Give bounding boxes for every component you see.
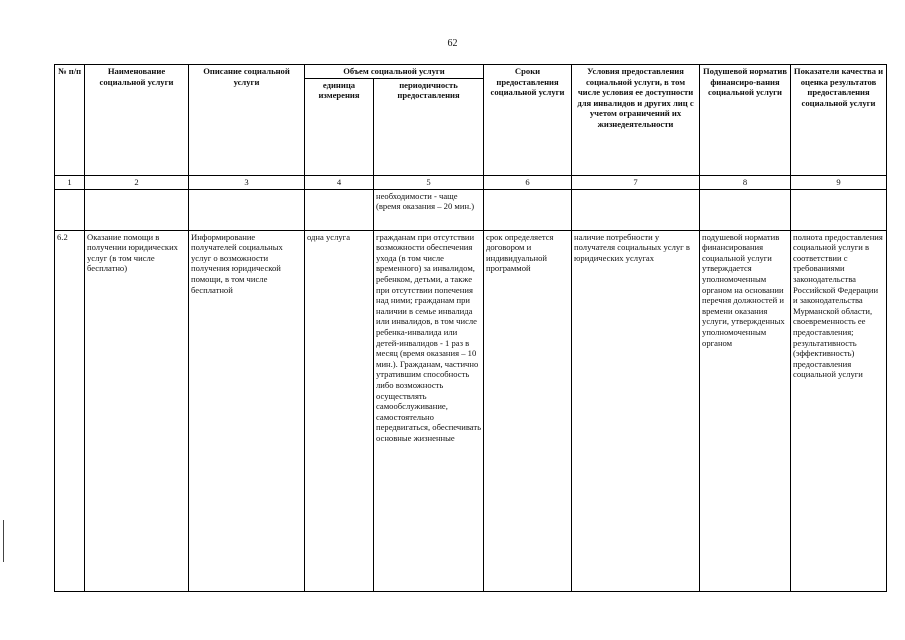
- unit-cell: одна услуга: [305, 230, 374, 591]
- scan-margin-line: [3, 520, 4, 562]
- row-number-cell: 6.2: [55, 230, 85, 591]
- column-number: 4: [305, 176, 374, 190]
- conditions-cell: наличие потребности у получателя социальных услуг в юридических услугах: [572, 230, 700, 591]
- column-number: 5: [374, 176, 484, 190]
- page-number: 62: [447, 38, 458, 49]
- header-service-volume: Объем социальной услуги: [305, 65, 484, 79]
- services-table: [54, 64, 887, 592]
- continued-periodicity-cell: необходимости - чаще (время оказания – 20 мин.): [374, 189, 484, 230]
- column-number: 9: [791, 176, 887, 190]
- header-service-name: Наименование социальной услуги: [85, 65, 189, 176]
- header-service-description: Описание социальной услуги: [189, 65, 305, 176]
- column-number: 2: [85, 176, 189, 190]
- column-number: 1: [55, 176, 85, 190]
- service-name-cell: Оказание помощи в получении юридических услуг (в том числе бесплатно): [85, 230, 189, 591]
- header-service-terms: Сроки предоставления социальной услуги: [484, 65, 572, 176]
- column-number: 3: [189, 176, 305, 190]
- header-service-conditions: Условия предоставления социальной услуги, в том числе условия ее доступности для инвалидов и других лиц с учетом ограничений их жизнедеятельности: [572, 65, 700, 176]
- header-financing-standard: Подушевой норматив финансиро-вания социальной услуги: [700, 65, 791, 176]
- header-quality-indicators: Показатели качества и оценка результатов предоставления социальной услуги: [791, 65, 887, 176]
- column-number: 8: [700, 176, 791, 190]
- service-description-cell: Информирование получателей социальных услуг о возможности получения юридической помощи, в том числе бесплатной: [189, 230, 305, 591]
- terms-cell: срок определяется договором и индивидуальной программой: [484, 230, 572, 591]
- quality-cell: полнота предоставления социальной услуги в соответствии с требованиями законодательства Российской Федерации и законодательства Мурманской области, своевременность ее предоставления; результативность (эффективность) предоставления социальной услуги: [791, 230, 887, 591]
- financing-cell: подушевой норматив финансирования социальной услуги утверждается уполномоченным органом на основании перечня должностей и времени оказания услуги, утвержденных уполномоченным органом: [700, 230, 791, 591]
- column-number-row: [55, 176, 887, 190]
- column-number: 6: [484, 176, 572, 190]
- periodicity-cell: гражданам при отсутствии возможности обеспечения ухода (в том числе временного) за инвалидом, ребенком, детьми, а также при отсутствии попечения над ними; гражданам при наличии в семье инвалида или инвалидов, в том числе ребенка-инвалида или детей-инвалидов - 1 раз в месяц (время оказания – 10 мин.). Гражданам, частично утратившим способность либо возможность осуществлять самообслуживание, самостоятельно передвигаться, обеспечивать основные жизненные: [374, 230, 484, 591]
- header-number: № п/п: [55, 65, 85, 176]
- continued-row: [55, 189, 887, 230]
- column-number: 7: [572, 176, 700, 190]
- header-unit: единица измерения: [305, 78, 374, 175]
- header-periodicity: периодичность предоставления: [374, 78, 484, 175]
- table-row: [55, 230, 887, 591]
